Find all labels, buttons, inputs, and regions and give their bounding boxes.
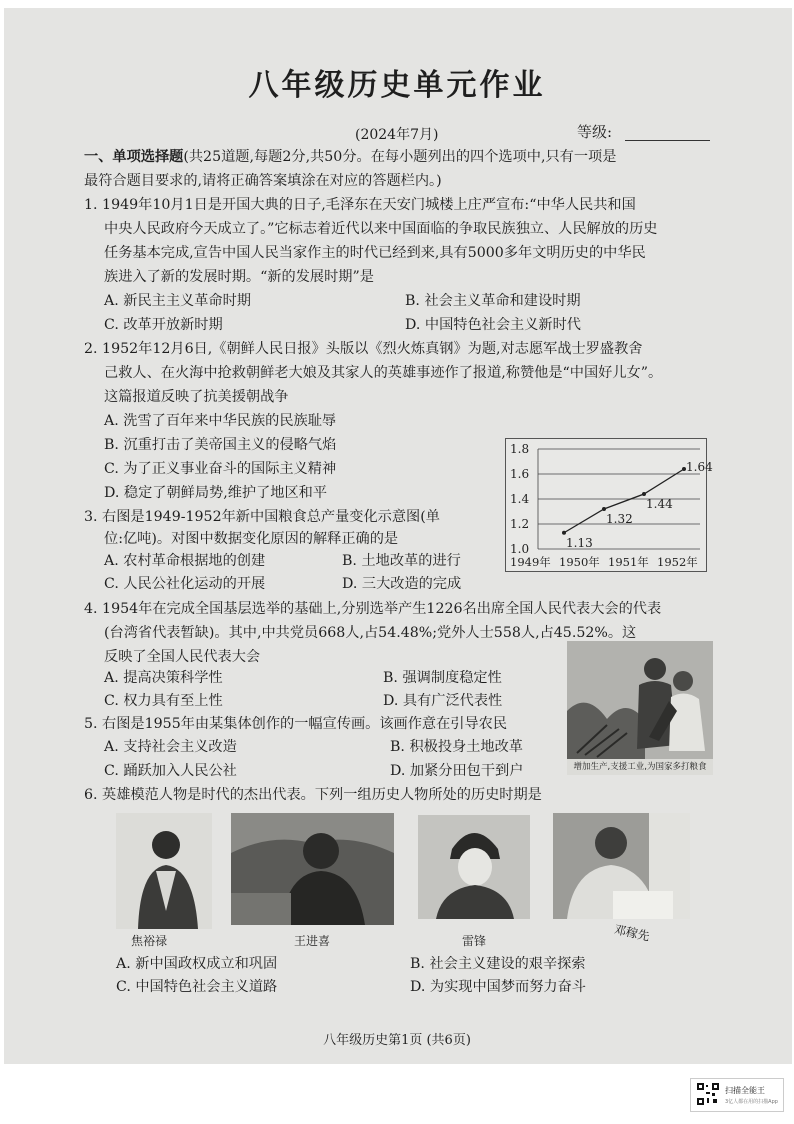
x-tick-label: 1952年: [657, 555, 698, 569]
q5-option-c: C. 踊跃加入人民公社: [104, 763, 237, 779]
grade-label: 等级:: [577, 123, 613, 141]
q1-line-3: 任务基本完成,宣告中国人民当家作主的时代已经到来,具有5000多年文明历史的中华民: [104, 245, 646, 261]
q4-option-c: C. 权力具有至上性: [104, 693, 223, 709]
q5-line-1: 5. 右图是1955年由某集体创作的一幅宣传画。该画作意在引导农民: [84, 716, 508, 732]
q3-option-c: C. 人民公社化运动的开展: [104, 576, 266, 592]
q5-option-a: A. 支持社会主义改造: [104, 739, 237, 755]
y-tick-label: 1.8: [510, 442, 530, 456]
q6-line-1: 6. 英雄模范人物是时代的杰出代表。下列一组历史人物所处的历史时期是: [84, 787, 542, 803]
person-name-2: 王进喜: [293, 934, 330, 948]
chart-svg: [506, 439, 713, 571]
portrait-icon: [116, 813, 212, 929]
propaganda-poster: [567, 641, 713, 775]
q6-option-c: C. 中国特色社会主义道路: [116, 979, 278, 995]
photo-lei-feng: [418, 815, 530, 919]
grade-blank: [625, 140, 710, 141]
q3-option-b: B. 土地改革的进行: [342, 553, 461, 569]
q3-option-d: D. 三大改造的完成: [342, 576, 462, 592]
x-tick-label: 1949年: [510, 555, 551, 569]
photo-wang-jinxi: [231, 813, 394, 925]
portrait-icon: [418, 815, 530, 919]
section-intro-line-1: [84, 145, 616, 169]
q2-line-2: 己救人、在火海中抢救朝鲜老大娘及其家人的英雄事迹作了报道,称赞他是“中国好儿女”。: [104, 365, 663, 381]
y-tick-label: 1.4: [510, 492, 530, 506]
q4-option-b: B. 强调制度稳定性: [383, 670, 502, 686]
q5-option-d: D. 加紧分田包干到户: [390, 763, 524, 779]
data-point: [562, 531, 566, 535]
q6-option-d: D. 为实现中国梦而努力奋斗: [410, 979, 586, 995]
q3-line-1: 3. 右图是1949-1952年新中国粮食总产量变化示意图(单: [84, 509, 440, 525]
poster-illustration: [567, 641, 713, 775]
data-label: 1.13: [566, 535, 593, 550]
q3-line-2: 位:亿吨)。对图中数据变化原因的解释正确的是: [104, 531, 399, 547]
q6-option-b: B. 社会主义建设的艰辛探索: [410, 956, 586, 972]
data-label: 1.32: [606, 512, 633, 526]
q2-option-d: D. 稳定了朝鲜局势,维护了地区和平: [104, 485, 328, 501]
data-label: 1.44: [646, 497, 673, 511]
person-name-3: 雷锋: [461, 934, 486, 948]
page-title: 八年级历史单元作业: [248, 68, 546, 103]
y-tick-label: 1.0: [510, 542, 530, 556]
bottom-margin: [0, 1064, 794, 1124]
q4-option-a: A. 提高决策科学性: [104, 670, 223, 686]
q4-line-2: (台湾省代表暂缺)。其中,中共党员668人,占54.48%;党外人士558人,占45.52%。这: [104, 625, 637, 641]
q1-option-a: A. 新民主主义革命时期: [104, 293, 251, 309]
y-tick-label: 1.6: [510, 467, 530, 481]
portrait-icon: [231, 813, 394, 925]
section-intro-line-2: 最符合题目要求的,请将正确答案填涂在对应的答题栏内。): [84, 173, 442, 189]
section-heading: 一、单项选择题: [84, 149, 184, 165]
q3-option-a: A. 农村革命根据地的创建: [104, 553, 266, 569]
data-point: [602, 507, 606, 511]
data-label: 1.64: [686, 460, 713, 474]
q1-option-c: C. 改革开放新时期: [104, 317, 223, 333]
q1-line-4: 族进入了新的发展时期。“新的发展时期”是: [104, 269, 374, 285]
data-point: [642, 492, 646, 496]
poster-caption: 增加生产,支援工业,为国家多打粮食: [573, 762, 707, 772]
portrait-icon: [553, 813, 690, 919]
scanner-badge: [690, 1078, 784, 1112]
q1-option-b: B. 社会主义革命和建设时期: [405, 293, 581, 309]
q4-option-d: D. 具有广泛代表性: [383, 693, 503, 709]
x-tick-label: 1951年: [608, 555, 649, 569]
date-label: (2024年7月): [355, 127, 439, 143]
q4-line-1: 4. 1954年在完成全国基层选举的基础上,分别选举产生1226名出席全国人民代表大会的代表: [84, 601, 662, 617]
q2-option-a: A. 洗雪了百年来中华民族的民族耻辱: [104, 413, 337, 429]
photo-jiao-yulu: [116, 813, 212, 929]
q2-option-c: C. 为了正义事业奋斗的国际主义精神: [104, 461, 337, 477]
scanner-app-name: 扫描全能王: [725, 1086, 765, 1095]
qr-code-icon: [697, 1083, 719, 1105]
scanner-tagline: 3亿人都在用的扫描App: [725, 1099, 778, 1105]
q4-line-3: 反映了全国人民代表大会: [104, 649, 261, 665]
person-name-1: 焦裕禄: [130, 934, 167, 948]
q1-line-1: 1. 1949年10月1日是开国大典的日子,毛泽东在天安门城楼上庄严宣布:“中华人民共和国: [84, 197, 636, 213]
page-footer: 八年级历史第1页 (共6页): [323, 1033, 471, 1048]
section-intro-text: (共25道题,每题2分,共50分。在每小题列出的四个选项中,只有一项是: [183, 149, 617, 165]
q1-line-2: 中央人民政府今天成立了。”它标志着近代以来中国面临的争取民族独立、人民解放的历史: [104, 221, 658, 237]
x-tick-label: 1950年: [559, 555, 600, 569]
grain-output-chart: [505, 438, 713, 572]
photo-deng-jiaxian: [553, 813, 690, 919]
q2-line-3: 这篇报道反映了抗美援朝战争: [104, 389, 289, 405]
q1-option-d: D. 中国特色社会主义新时代: [405, 317, 581, 333]
q6-option-a: A. 新中国政权成立和巩固: [116, 956, 278, 972]
y-tick-label: 1.2: [510, 517, 530, 531]
q5-option-b: B. 积极投身土地改革: [390, 739, 523, 755]
person-name-4: 邓稼先: [612, 922, 651, 944]
q2-option-b: B. 沉重打击了美帝国主义的侵略气焰: [104, 437, 337, 453]
q2-line-1: 2. 1952年12月6日,《朝鲜人民日报》头版以《烈火炼真钢》为题,对志愿军战士罗盛教舍: [84, 341, 643, 357]
